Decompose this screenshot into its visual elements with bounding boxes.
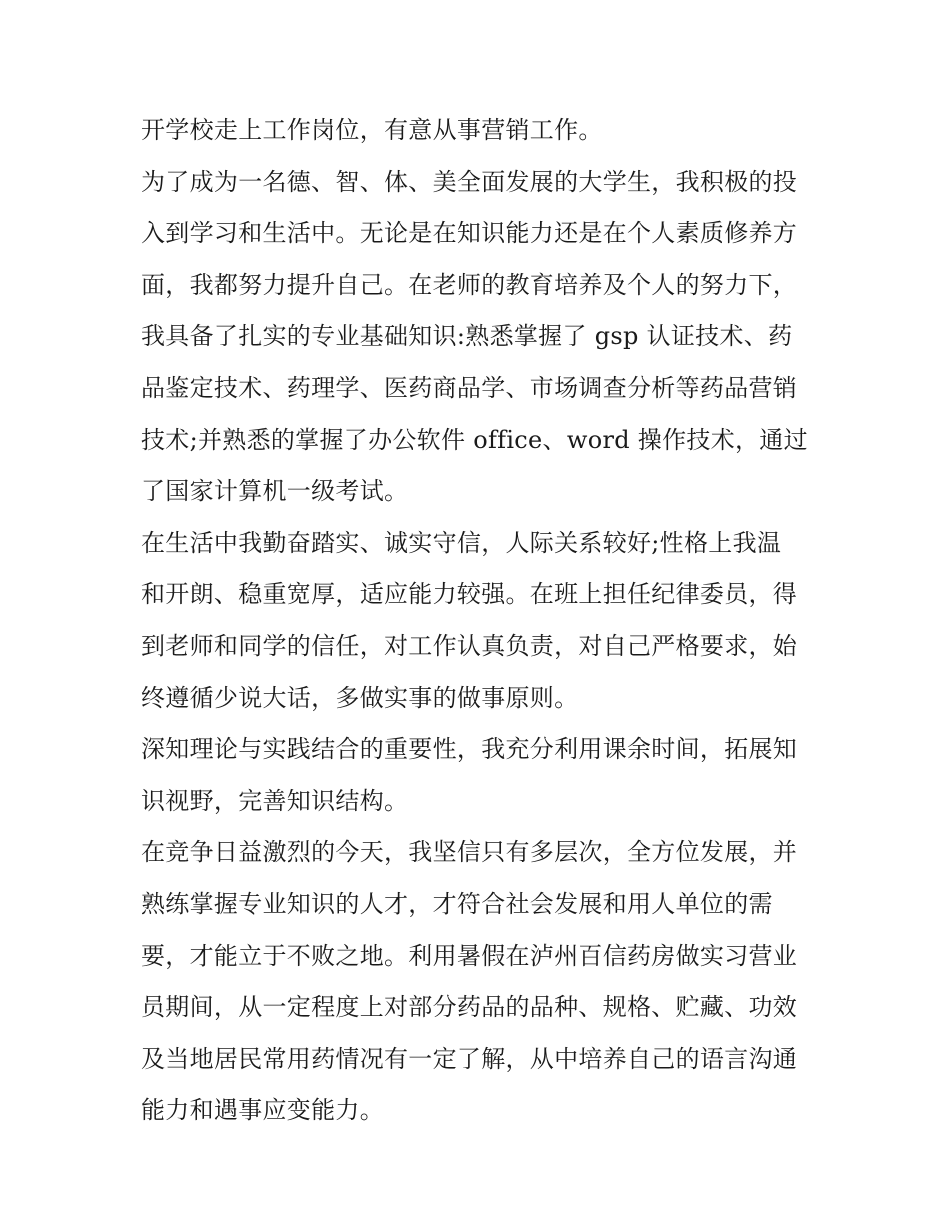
text-line: 要，才能立于不败之地。利用暑假在泸州百信药房做实习营业 [141, 941, 798, 970]
text-line: 终遵循少说大话，多做实事的做事原则。 [141, 683, 579, 712]
paragraph-2 [141, 157, 821, 518]
text-line: 和开朗、稳重宽厚，适应能力较强。在班上担任纪律委员，得 [141, 580, 798, 609]
text-line: 入到学习和生活中。无论是在知识能力还是在个人素质修养方 [141, 219, 798, 248]
text-line: 员期间，从一定程度上对部分药品的品种、规格、贮藏、功效 [141, 993, 798, 1022]
text-line: 能力和遇事应变能力。 [141, 1096, 384, 1125]
paragraph-4 [141, 724, 821, 827]
paragraph-1 [141, 105, 821, 157]
paragraph-3 [141, 518, 821, 724]
text-line: 开学校走上工作岗位，有意从事营销工作。 [141, 116, 603, 144]
document-body [141, 105, 821, 1137]
text-line: 面，我都努力提升自己。在老师的教育培养及个人的努力下， [141, 270, 798, 299]
text-line: 熟练掌握专业知识的人才，才符合社会发展和用人单位的需 [141, 889, 773, 918]
text-line: 在竞争日益激烈的今天，我坚信只有多层次，全方位发展，并 [141, 838, 798, 867]
text-line: 技术;并熟悉的掌握了办公软件 office、word 操作技术，通过 [141, 425, 808, 454]
text-line: 品鉴定技术、药理学、医药商品学、市场调查分析等药品营销 [141, 373, 798, 402]
text-line: 及当地居民常用药情况有一定了解，从中培养自己的语言沟通 [141, 1044, 798, 1073]
text-line: 我具备了扎实的专业基础知识:熟悉掌握了 gsp 认证技术、药 [141, 322, 793, 351]
paragraph-5 [141, 827, 821, 1137]
text-line: 识视野，完善知识结构。 [141, 786, 409, 815]
text-line: 为了成为一名德、智、体、美全面发展的大学生，我积极的投 [141, 167, 798, 196]
text-line: 了国家计算机一级考试。 [141, 477, 409, 506]
text-line: 到老师和同学的信任，对工作认真负责，对自己严格要求，始 [141, 631, 798, 660]
text-line: 深知理论与实践结合的重要性，我充分利用课余时间，拓展知 [141, 735, 798, 764]
text-line: 在生活中我勤奋踏实、诚实守信，人际关系较好;性格上我温 [141, 528, 782, 557]
